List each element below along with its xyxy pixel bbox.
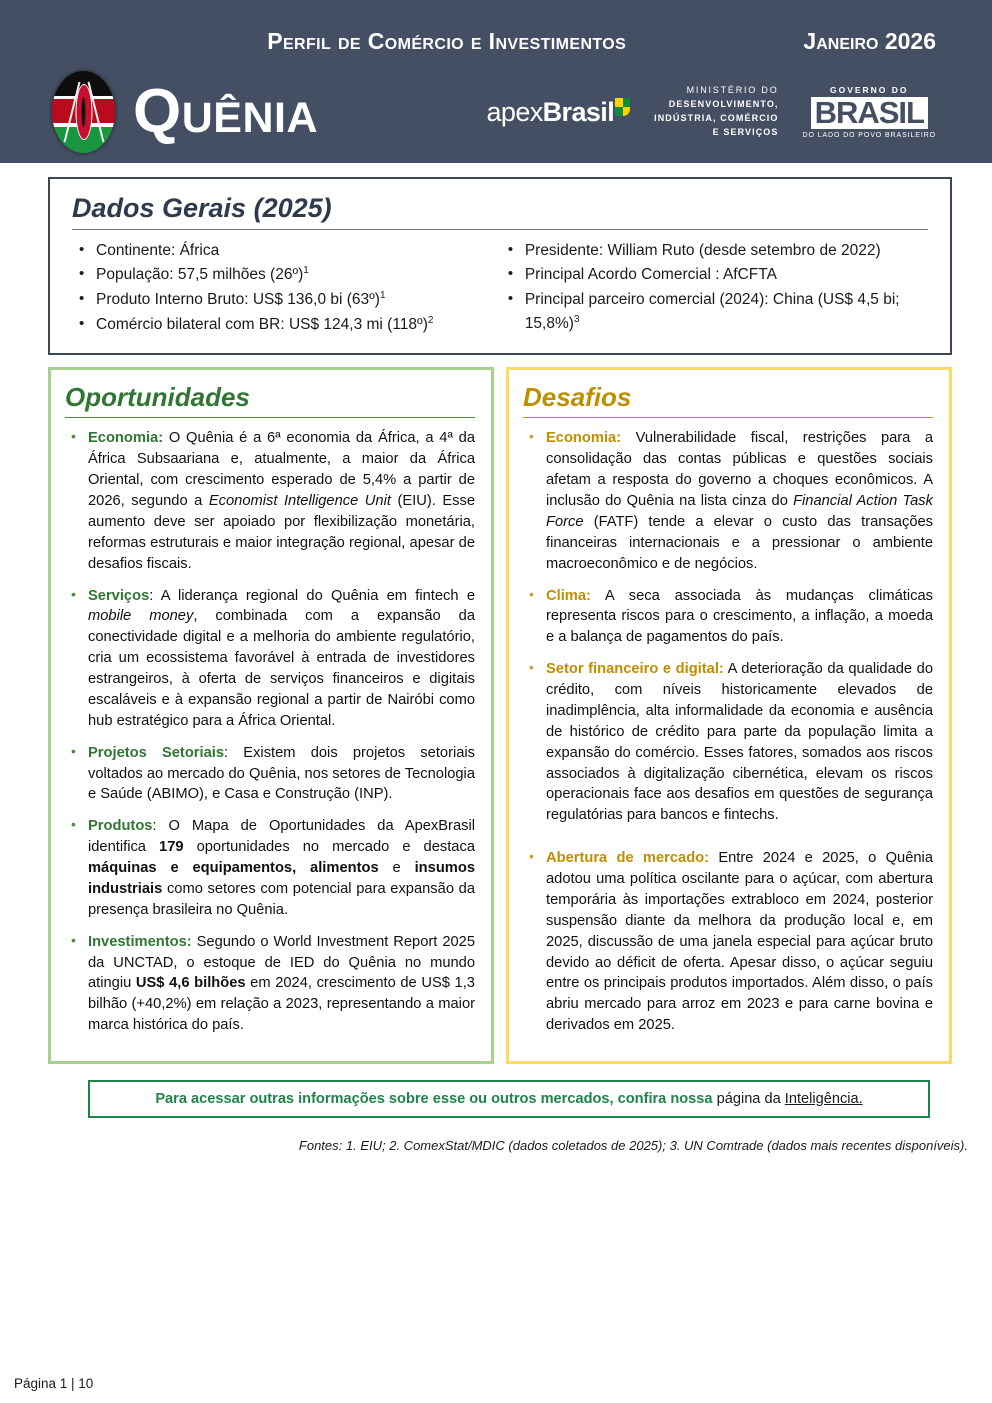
item-text: : A liderança regional do Quênia em fintech e bbox=[149, 587, 475, 604]
item-bold-3: insumos industriais bbox=[88, 860, 475, 897]
kenya-flag-icon bbox=[52, 71, 115, 153]
item-text: Vulnerabilidade fiscal, restrições para a consolidação das contas públicas e questões sociais afetam a resposta do governo a choques econômicos. A inclusão do Quênia na lista cinza do bbox=[546, 430, 933, 510]
gov-logo-top-text: GOVERNO DO bbox=[829, 85, 909, 96]
dados-item-footnote: 1 bbox=[379, 290, 386, 302]
list-item bbox=[72, 313, 491, 338]
list-item bbox=[72, 288, 491, 313]
inteligencia-link[interactable]: Inteligência. bbox=[784, 1091, 863, 1108]
list-item bbox=[523, 659, 933, 826]
dados-gerais-box bbox=[48, 177, 952, 355]
list-item bbox=[501, 263, 928, 287]
item-lead: Serviços bbox=[88, 587, 150, 604]
dados-gerais-title: Dados Gerais (2025) bbox=[72, 193, 332, 223]
item-lead: Abertura de mercado: bbox=[546, 850, 710, 867]
header-date: Janeiro 2026 bbox=[803, 28, 936, 54]
list-item bbox=[72, 239, 491, 263]
apexbrasil-logo-brasil: Brasil bbox=[542, 96, 615, 127]
apexbrasil-mark-icon bbox=[615, 98, 630, 116]
ministry-logo bbox=[654, 84, 778, 140]
item-text-4: como setores com potencial para expansão da presença brasileira no Quênia. bbox=[88, 880, 475, 918]
list-item bbox=[65, 586, 475, 732]
page-header bbox=[0, 0, 992, 163]
list-item bbox=[523, 586, 933, 649]
item-text-2: , combinada com a expansão da conectividade digital e a melhoria do ambiente regulatório, cria um ecossistema favorável à entrada de investidores estrangeiros, à oferta de serviços financeiros e digitais escaláveis e à expansão regional a partir de Nairóbi como hub estratégico para a África Oriental. bbox=[88, 608, 475, 729]
dados-item-value: US$ 136,0 bi (63º) bbox=[248, 291, 380, 309]
dados-item-label: Presidente: bbox=[524, 242, 604, 259]
item-bold-2: máquinas e equipamentos, alimentos bbox=[88, 860, 379, 877]
apexbrasil-logo bbox=[487, 97, 631, 128]
item-text-2: oportunidades no mercado e destaca bbox=[183, 839, 475, 856]
item-text: Segundo o World Investment Report 2025 da UNCTAD, o estoque de IED do Quênia no mundo atingiu bbox=[88, 933, 475, 992]
header-subtitle: Perfil de Comércio e Investimentos bbox=[267, 28, 627, 54]
dados-item-label: Comércio bilateral com BR: bbox=[96, 315, 285, 333]
oportunidades-panel bbox=[48, 367, 494, 1064]
header-main-row bbox=[0, 62, 992, 162]
item-text: O Quênia é a 6ª economia da África, a 4ª da África Subsaariana e, atualmente, a maior da África Oriental, com crescimento esperado de 5,4% a partir de 2026, segundo a bbox=[88, 430, 475, 510]
dados-item-label: Produto Interno Bruto: bbox=[96, 291, 249, 309]
cta-box[interactable] bbox=[88, 1080, 930, 1118]
dados-item-label: População: bbox=[96, 266, 174, 284]
item-italic: Financial Action Task Force bbox=[546, 493, 933, 530]
item-text-2: (EIU). Esse aumento deve ser apoiado por flexibilização monetária, reformas estruturais e maior integração regional, apesar de desafios fiscais. bbox=[88, 493, 475, 572]
item-text: Entre 2024 e 2025, o Quênia adotou uma política oscilante para o açúcar, com abertura temporária às importações extrabloco em 2024, posterior suspensão diante da melhora da produção local e, em 2025, discussão de uma janela especial para açúcar bruto devido ao déficit de oferta. Apesar disso, o açúcar seguiu entre os principais produtos importados. Além disso, o país abriu mercado para arroz em 2023 e para carne bovina e derivados em 2025. bbox=[546, 850, 933, 1034]
item-text: A seca associada às mudanças climáticas representa riscos para o crescimento, a inflação, a moeda e a balança de pagamentos do país. bbox=[546, 587, 933, 646]
item-text: A deterioração da qualidade do crédito, com níveis historicamente elevados de inadimplência, alta informalidade da economia e ausência de histórico de crédito para parte da população limita a expansão do comércio. Esses fatores, somados aos riscos associados à digitalização cibernética, elevam os riscos operacionais face aos desafios em questões de segurança regulatórias para bancos e fintechs. bbox=[546, 661, 934, 824]
dados-gerais-left-list bbox=[72, 239, 491, 337]
content-panels bbox=[48, 367, 952, 1064]
ministry-line-2: DESENVOLVIMENTO, bbox=[668, 99, 779, 110]
item-lead: Setor financeiro e digital: bbox=[546, 661, 724, 678]
list-item bbox=[65, 932, 475, 1036]
dados-item-value: US$ 124,3 mi (118º) bbox=[284, 315, 428, 333]
header-logos bbox=[487, 84, 937, 140]
item-lead: Economia: bbox=[546, 430, 622, 447]
ministry-line-3: INDÚSTRIA, COMÉRCIO bbox=[654, 113, 779, 123]
item-lead: Clima: bbox=[546, 587, 591, 604]
cta-bold-text: Para acessar outras informações sobre esse ou outros mercados, confira nossa bbox=[155, 1091, 713, 1108]
ministry-line-4: E SERVIÇOS bbox=[712, 126, 779, 137]
dados-item-value: AfCFTA bbox=[719, 266, 777, 284]
sources-note: Fontes: 1. EIU; 2. ComexStat/MDIC (dados coletados de 2025); 3. UN Comtrade (dados mais recentes disponíveis). bbox=[298, 1138, 968, 1154]
dados-item-footnote: 2 bbox=[427, 314, 434, 326]
dados-gerais-right-column bbox=[501, 239, 928, 337]
item-bold-1: 179 bbox=[159, 839, 184, 856]
item-italic: mobile money bbox=[88, 608, 194, 625]
dados-item-label: Principal Acordo Comercial : bbox=[524, 266, 720, 284]
oportunidades-title: Oportunidades bbox=[65, 382, 250, 413]
page-title: Quênia bbox=[133, 77, 319, 146]
list-item bbox=[72, 263, 491, 288]
dados-item-value: China (US$ 4,5 bi; 15,8%) bbox=[524, 290, 900, 333]
desafios-list bbox=[523, 428, 933, 1036]
list-item bbox=[65, 816, 475, 920]
cta-plain-text: página da bbox=[712, 1091, 785, 1108]
dados-item-footnote: 1 bbox=[303, 265, 309, 277]
gov-logo-tagline: DO LADO DO POVO BRASILEIRO bbox=[802, 131, 936, 139]
desafios-divider bbox=[523, 417, 933, 418]
list-item bbox=[523, 848, 933, 1036]
dados-item-label: Continente: bbox=[96, 242, 176, 259]
item-lead: Produtos bbox=[88, 818, 153, 835]
list-item bbox=[65, 428, 475, 574]
header-top-row bbox=[0, 28, 992, 55]
dados-item-footnote: 3 bbox=[573, 314, 580, 326]
dados-gerais-columns bbox=[72, 239, 928, 337]
item-text-2: (FATF) tende a elevar o custo das transações financeiras internacionais e a pressionar o ambiente macroeconômico e de negócios. bbox=[546, 513, 933, 572]
item-bold-1: US$ 4,6 bilhões bbox=[135, 975, 246, 992]
list-item bbox=[501, 288, 928, 337]
item-text: : O Mapa de Oportunidades da ApexBrasil identifica bbox=[88, 818, 475, 856]
page-number: Página 1 | 10 bbox=[14, 1376, 94, 1391]
dados-item-value: 57,5 milhões (26º) bbox=[173, 266, 304, 284]
desafios-title: Desafios bbox=[523, 382, 632, 413]
dados-gerais-right-list bbox=[501, 239, 928, 337]
item-italic: Economist Intelligence Unit bbox=[208, 493, 391, 510]
list-item bbox=[65, 743, 475, 806]
oportunidades-divider bbox=[65, 417, 475, 418]
flag-shield-icon bbox=[75, 84, 92, 140]
item-lead: Projetos Setoriais bbox=[88, 744, 225, 761]
item-lead: Economia: bbox=[88, 430, 164, 447]
item-lead: Investimentos: bbox=[88, 933, 192, 950]
item-text: : Existem dois projetos setoriais voltados ao mercado do Quênia, nos setores de Tecnologia e Saúde (ABIMO), e Casa e Construção (INP). bbox=[88, 744, 475, 803]
dados-item-value: William Ruto (desde setembro de 2022) bbox=[603, 242, 881, 259]
item-text-3: e bbox=[378, 860, 415, 877]
apexbrasil-logo-apex: apex bbox=[486, 96, 543, 127]
governo-do-brasil-logo bbox=[803, 85, 936, 138]
list-item bbox=[523, 428, 933, 574]
dados-gerais-divider bbox=[72, 229, 928, 230]
desafios-panel bbox=[506, 367, 952, 1064]
dados-gerais-left-column bbox=[72, 239, 491, 337]
list-item bbox=[501, 239, 928, 263]
dados-item-label: Principal parceiro comercial (2024): bbox=[524, 290, 769, 308]
item-text-2: em 2024, crescimento de US$ 1,3 bilhão (+40,2%) em relação a 2023, representando a maior marca histórica do país. bbox=[88, 975, 475, 1034]
oportunidades-list bbox=[65, 428, 475, 1036]
dados-item-value: África bbox=[175, 242, 220, 259]
ministry-line-1: MINISTÉRIO DO bbox=[686, 85, 779, 96]
gov-logo-brasil-text: BRASIL bbox=[811, 97, 928, 128]
